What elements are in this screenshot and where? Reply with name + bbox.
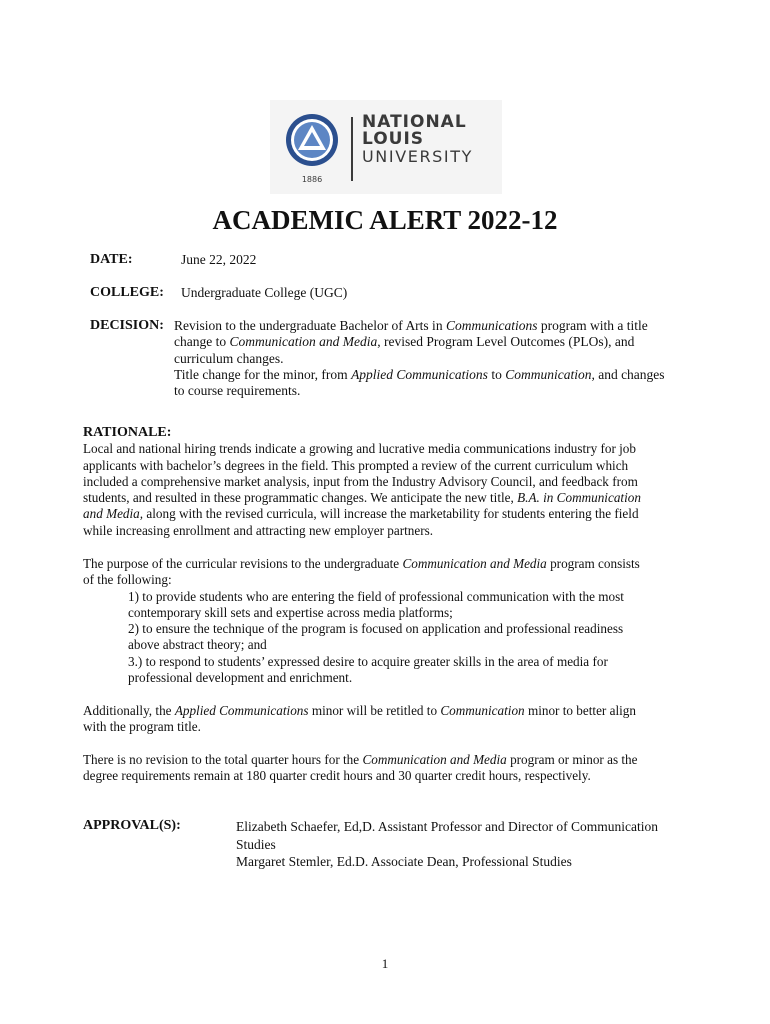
approver-1: Elizabeth Schaefer, Ed,D. Assistant Professor and Director of Communication [236,819,658,834]
rationale-paragraph-1: Local and national hiring trends indicate a growing and lucrative media communications industry for job applicants with bachelor’s degrees in the field. This prompted a review of the current curriculum which included a comprehensive market analysis, input from the Industry Advisory Council, and feedback from students, and resulted in these programmatic changes. We anticipate the new title, B.A. in Communication and Media, along with the revised curricula, will increase the marketability for students entering the field while increasing enrollment and attracting new employer partners. [83,441,641,538]
college-value: Undergraduate College (UGC) [181,285,348,300]
rationale-paragraph-4: There is no revision to the total quarter hours for the Communication and Media program or minor as the degree requirements remain at 180 quarter credit hours and 30 quarter credit hours, respectively. [83,752,638,784]
purpose-item-3: 3.) to respond to students’ expressed desire to acquire greater skills in the area of media for professional development and enrichment. [128,653,608,686]
date-label: DATE: [90,252,133,267]
approvals-list [236,818,686,871]
approver-1-cont: Studies [236,836,276,852]
rationale-section [83,425,683,539]
document-title: ACADEMIC ALERT 2022-12 [212,205,558,235]
approver-2: Margaret Stemler, Ed.D. Associate Dean, Professional Studies [236,854,572,869]
rationale-heading: RATIONALE: [83,425,172,440]
logo-line-1: NATIONAL [362,112,467,132]
decision-label: DECISION: [90,318,164,333]
logo-line-2: LOUIS [362,129,425,149]
date-value: June 22, 2022 [181,252,257,267]
logo-wordmark [362,114,473,165]
page-number: 1 [381,956,389,971]
approvals-label: APPROVAL(S): [83,818,181,833]
decision-text: Revision to the undergraduate Bachelor of Arts in Communications program with a title change to Communication and Media, revised Program Level Outcomes (PLOs), and curriculum changes. Title change for the minor, from Applied Communications to Communication, and changes to course requirements. [174,318,665,399]
purpose-item-2: 2) to ensure the technique of the program is focused on application and professional readiness above abstract theory; and [128,621,624,653]
rationale-paragraph-2: The purpose of the curricular revisions to the undergraduate Communication and Media program consists of the following: 1) to provide students who are entering the field of professional communication with the most contemporary skill sets and expertise across media platforms; 2) to ensure the technique of the program is focused on application and professional readiness above abstract theory; and 3.) to respond to students’ expressed desire to acquire greater skills in the area of media for professional development and enrichment. [83,556,683,686]
university-seal-icon [284,112,340,188]
purpose-item-1: 1) to provide students who are entering the field of professional communication with the most contemporary skill sets and expertise across media platforms; [128,588,624,620]
logo-divider [351,117,353,181]
logo-line-3: UNIVERSITY [362,147,473,166]
college-label: COLLEGE: [90,285,164,300]
logo-year: 1886 [301,175,323,184]
rationale-paragraph-3: Additionally, the Applied Communications minor will be retitled to Communication minor to better align with the program title. [83,703,636,735]
university-logo [270,100,502,194]
